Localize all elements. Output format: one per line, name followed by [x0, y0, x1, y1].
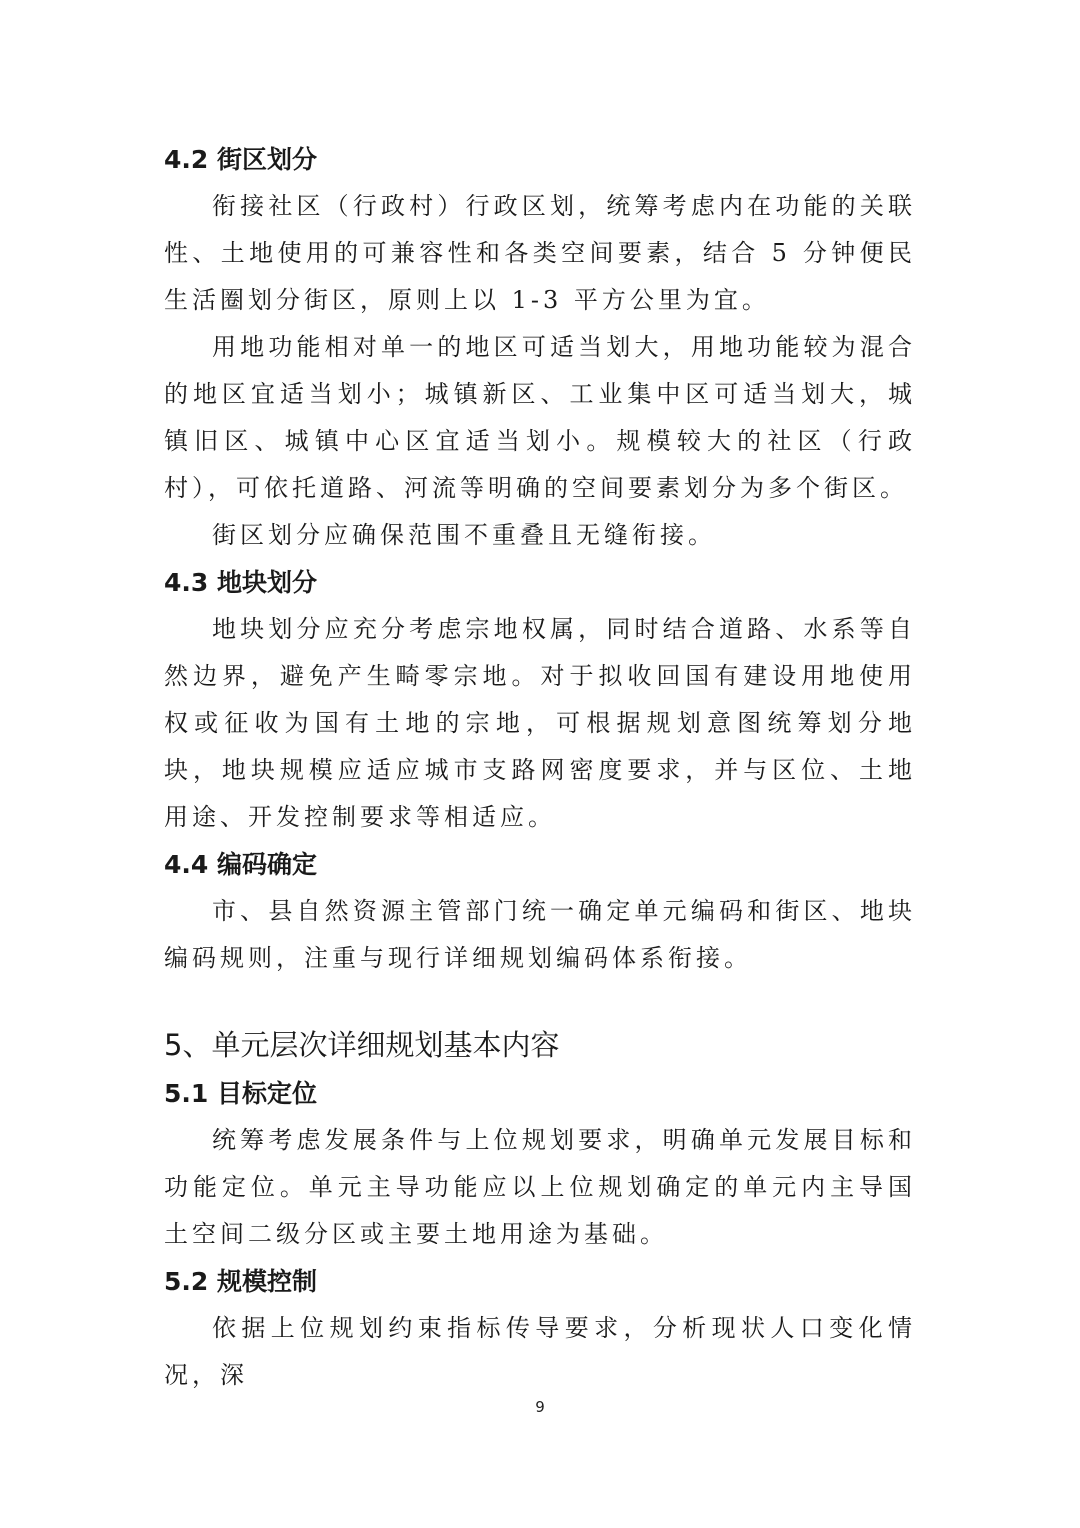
heading-4-3: 4.3 地块划分	[164, 568, 317, 597]
heading-5-2: 5.2 规模控制	[164, 1267, 317, 1296]
heading-5-1: 5.1 目标定位	[164, 1079, 317, 1108]
paragraph-4-4-1: 市、县自然资源主管部门统一确定单元编码和街区、地块编码规则，注重与现行详细规划编码体系衔接。	[164, 897, 916, 972]
page-number: 9	[535, 1398, 545, 1416]
paragraph-5-2-1: 依据上位规划约束指标传导要求，分析现状人口变化情况，深	[164, 1314, 916, 1389]
heading-5: 5、单元层次详细规划基本内容	[164, 1028, 560, 1062]
heading-4-2: 4.2 街区划分	[164, 145, 317, 174]
paragraph-4-3-1: 地块划分应充分考虑宗地权属，同时结合道路、水系等自然边界，避免产生畸零宗地。对于拟收回国有建设用地使用权或征收为国有土地的宗地，可根据规划意图统筹划分地块，地块规模应适应城市支路网密度要求，并与区位、土地用途、开发控制要求等相适应。	[164, 615, 916, 831]
paragraph-4-2-2: 用地功能相对单一的地区可适当划大，用地功能较为混合的地区宜适当划小；城镇新区、工业集中区可适当划大，城镇旧区、城镇中心区宜适当划小。规模较大的社区（行政村），可依托道路、河流等明确的空间要素划分为多个街区。	[164, 333, 916, 502]
heading-4-4: 4.4 编码确定	[164, 850, 317, 879]
page-content	[164, 136, 916, 1399]
paragraph-5-1-1: 统筹考虑发展条件与上位规划要求，明确单元发展目标和功能定位。单元主导功能应以上位规划确定的单元内主导国土空间二级分区或主要土地用途为基础。	[164, 1126, 916, 1248]
paragraph-4-2-3: 街区划分应确保范围不重叠且无缝衔接。	[212, 521, 716, 549]
paragraph-4-2-1: 衔接社区（行政村）行政区划，统筹考虑内在功能的关联性、土地使用的可兼容性和各类空间要素，结合 5 分钟便民生活圈划分街区，原则上以 1-3 平方公里为宜。	[164, 192, 916, 314]
